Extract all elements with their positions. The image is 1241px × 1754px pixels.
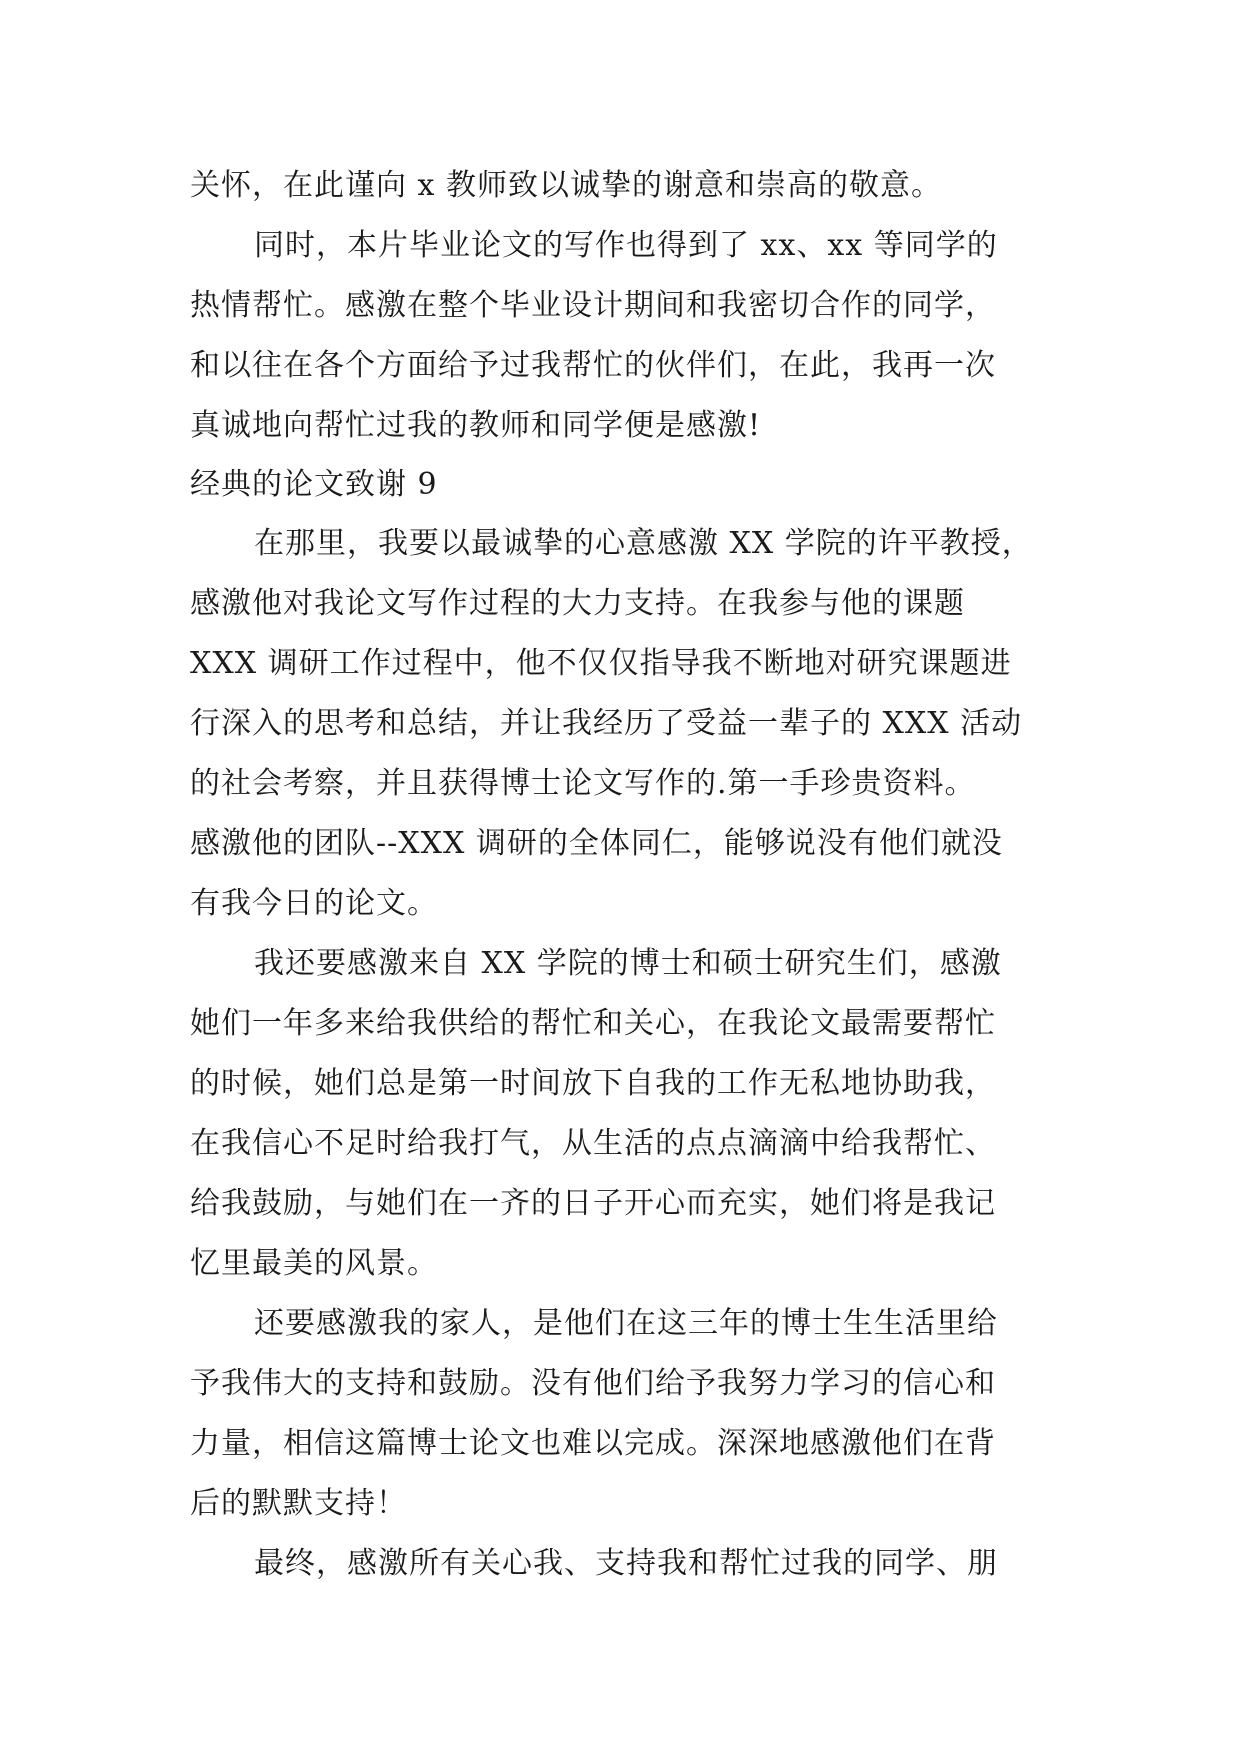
paragraph-line: 的时候，她们总是第一时间放下自我的工作无私地协助我， (190, 1066, 996, 1101)
paragraph-line: 予我伟大的支持和鼓励。没有他们给予我努力学习的信心和 (190, 1366, 996, 1401)
paragraph-line: 感激他的团队--XXX 调研的全体同仁，能够说没有他们就没 (190, 826, 1003, 861)
paragraph-line: 最终，感激所有关心我、支持我和帮忙过我的同学、朋 (254, 1546, 998, 1581)
paragraph-line: 感激他对我论文写作过程的大力支持。在我参与他的课题 (190, 586, 965, 621)
document-page (190, 156, 1070, 1594)
paragraph-line: 还要感激我的家人，是他们在这三年的博士生生活里给 (254, 1306, 998, 1341)
paragraph-line: XXX 调研工作过程中，他不仅仅指导我不断地对研究课题进 (190, 646, 1012, 681)
paragraph-line: 在我信心不足时给我打气，从生活的点点滴滴中给我帮忙、 (190, 1126, 996, 1161)
paragraph-line: 关怀，在此谨向 x 教师致以诚挚的谢意和崇高的敬意。 (190, 168, 942, 203)
paragraph-line: 真诚地向帮忙过我的教师和同学便是感激! (190, 408, 762, 443)
paragraph-line: 在那里，我要以最诚挚的心意感激 XX 学院的许平教授， (254, 526, 1033, 561)
paragraph-line: 有我今日的论文。 (190, 886, 438, 921)
paragraph-line: 我还要感激来自 XX 学院的博士和硕士研究生们，感激 (254, 946, 1002, 981)
paragraph-line: 行深入的思考和总结，并让我经历了受益一辈子的 XXX 活动 (190, 706, 1023, 741)
paragraph-line: 力量，相信这篇博士论文也难以完成。深深地感激他们在背 (190, 1426, 996, 1461)
paragraph-line: 的社会考察，并且获得博士论文写作的.第一手珍贵资料。 (190, 766, 976, 801)
paragraph-line: 她们一年多来给我供给的帮忙和关心，在我论文最需要帮忙 (190, 1006, 996, 1041)
paragraph-line: 给我鼓励，与她们在一齐的日子开心而充实，她们将是我记 (190, 1186, 996, 1221)
paragraph-line: 忆里最美的风景。 (190, 1246, 438, 1281)
section-heading: 经典的论文致谢 9 (190, 467, 438, 502)
paragraph-line: 同时，本片毕业论文的写作也得到了 xx、xx 等同学的 (254, 228, 998, 263)
paragraph-line: 热情帮忙。感激在整个毕业设计期间和我密切合作的同学， (190, 288, 996, 323)
paragraph-line: 和以往在各个方面给予过我帮忙的伙伴们，在此，我再一次 (190, 348, 996, 383)
paragraph-line: 后的默默支持！ (190, 1486, 407, 1521)
